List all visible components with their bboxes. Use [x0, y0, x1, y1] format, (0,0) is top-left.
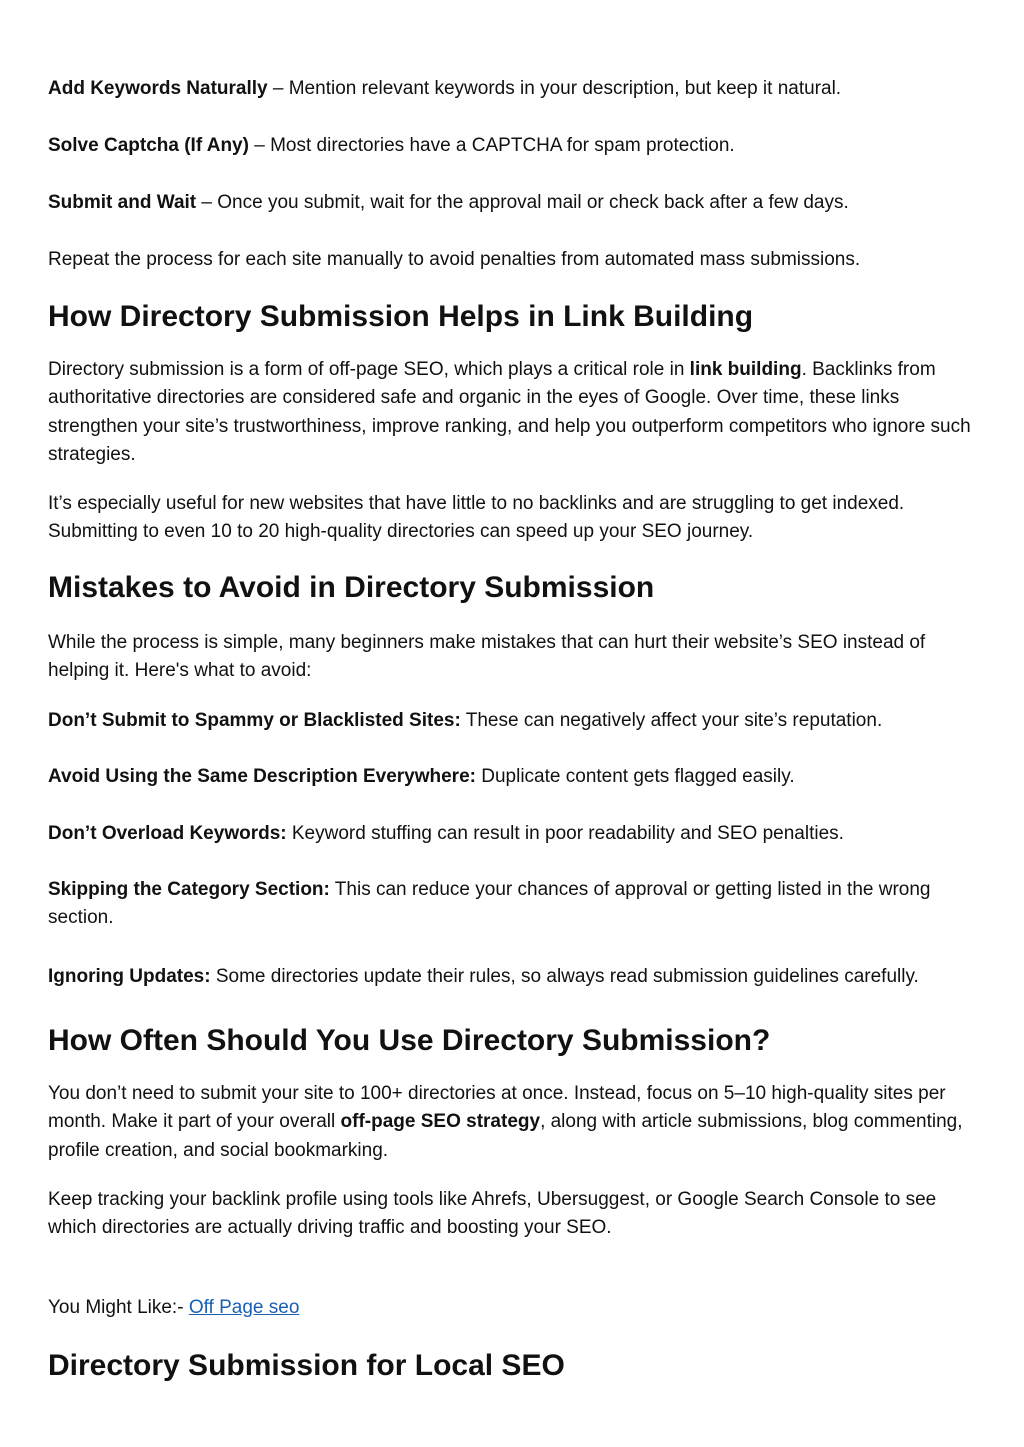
bold-term: off-page SEO strategy	[340, 1111, 541, 1133]
you-might-like	[48, 1294, 299, 1322]
bold-term: link building	[689, 359, 802, 380]
off-page-seo-link[interactable]: Off Page seo	[188, 1297, 300, 1318]
mistake-text: Keyword stuffing can result in poor readability and SEO penalties.	[286, 823, 844, 844]
paragraph-text: , along with article submissions, blog commenting, profile creation, and social bookmarking.	[48, 1111, 963, 1161]
mistake-item	[48, 820, 844, 848]
section-heading: Mistakes to Avoid in Directory Submission	[48, 571, 655, 604]
mistake-item	[48, 763, 795, 791]
paragraph-text: . Backlinks from authoritative directories are considered safe and organic in the eyes of Google. Over time, these links strengthen your site’s trustworthiness, improve ranking, and help you outperform competitors who ignore such strategies.	[48, 359, 971, 466]
mistake-title: Don’t Overload Keywords:	[48, 823, 287, 844]
step-item	[48, 189, 849, 217]
paragraph-text: Directory submission is a form of off-page SEO, which plays a critical role in	[48, 359, 690, 380]
paragraph: While the process is simple, many beginners make mistakes that can hurt their website’s SEO instead of helping it. Here's what to avoid:	[48, 632, 926, 682]
step-text: – Once you submit, wait for the approval mail or check back after a few days.	[196, 192, 849, 213]
mistake-item	[48, 707, 882, 735]
mistake-title: Skipping the Category Section:	[48, 879, 330, 900]
mistake-text: Some directories update their rules, so always read submission guidelines carefully.	[210, 966, 919, 987]
step-item	[48, 132, 735, 160]
step-title: Add Keywords Naturally	[48, 78, 268, 99]
mistake-title: Ignoring Updates:	[48, 966, 211, 987]
step-title: Solve Captcha (If Any)	[48, 135, 249, 156]
mistake-item	[48, 876, 978, 933]
repeat-note: Repeat the process for each site manually to avoid penalties from automated mass submissions.	[48, 249, 861, 270]
paragraph-text: You don’t need to submit your site to 100+ directories at once. Instead, focus on 5–10 high-quality sites per month. Make it part of your overall	[48, 1083, 946, 1133]
section-heading: Directory Submission for Local SEO	[48, 1349, 565, 1382]
paragraph	[48, 356, 978, 470]
mistake-text: Duplicate content gets flagged easily.	[475, 766, 795, 787]
paragraph: Keep tracking your backlink profile using tools like Ahrefs, Ubersuggest, or Google Search Console to see which directories are actually driving traffic and boosting your SEO.	[48, 1189, 937, 1239]
section-heading: How Often Should You Use Directory Submission?	[48, 1024, 771, 1057]
mistake-title: Avoid Using the Same Description Everywhere:	[48, 766, 476, 787]
you-might-like-prefix: You Might Like:-	[48, 1297, 189, 1318]
mistake-text: These can negatively affect your site’s reputation.	[460, 710, 883, 731]
paragraph	[48, 1080, 978, 1165]
section-heading: How Directory Submission Helps in Link Building	[48, 300, 754, 333]
step-text: – Most directories have a CAPTCHA for spam protection.	[248, 135, 735, 156]
step-item	[48, 75, 841, 103]
paragraph: It’s especially useful for new websites that have little to no backlinks and are struggling to get indexed. Submitting to even 10 to 20 high-quality directories can speed up your SEO journey.	[48, 493, 905, 543]
step-title: Submit and Wait	[48, 192, 197, 213]
mistake-title: Don’t Submit to Spammy or Blacklisted Sites:	[48, 710, 461, 731]
step-text: – Mention relevant keywords in your description, but keep it natural.	[267, 78, 842, 99]
mistake-item	[48, 963, 919, 991]
mistake-text: This can reduce your chances of approval or getting listed in the wrong section.	[48, 879, 931, 929]
